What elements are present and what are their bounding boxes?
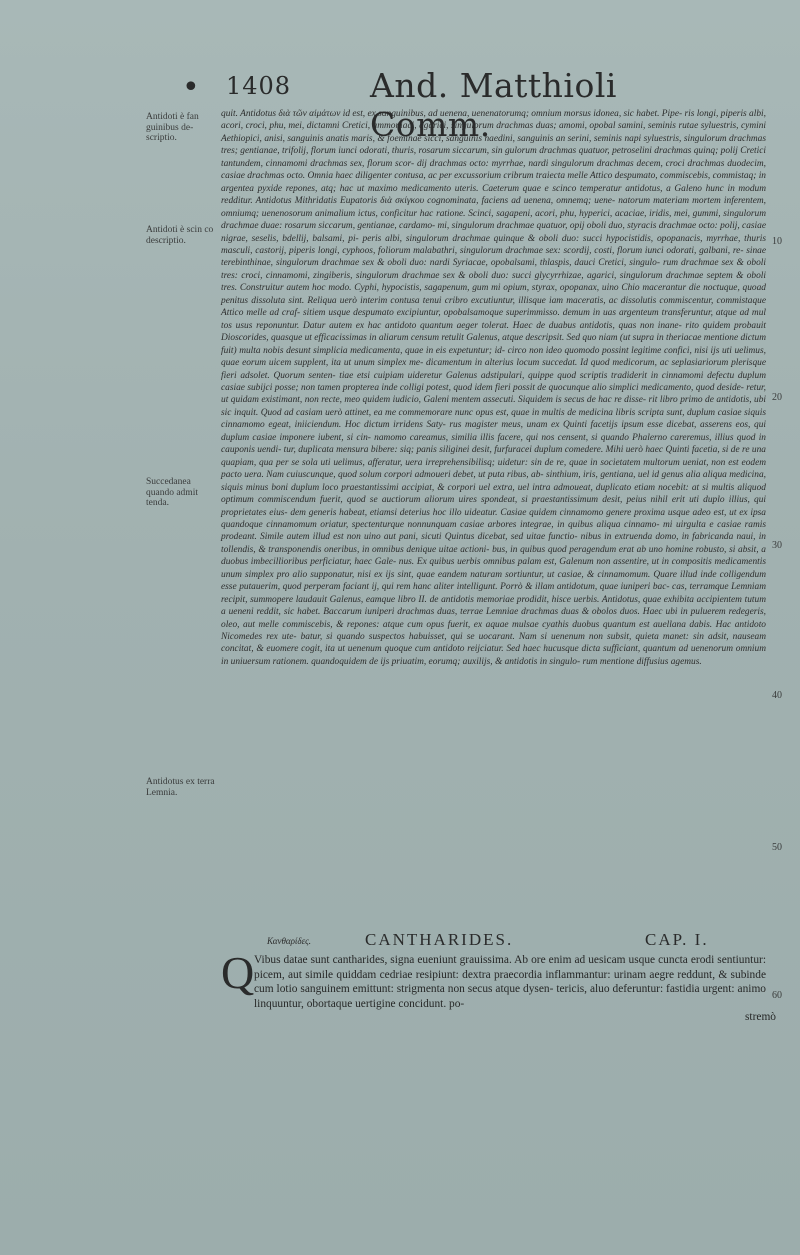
drop-cap: Q [221, 947, 255, 998]
header-bullet: • [182, 70, 200, 105]
running-title: And. Matthioli Comm. [370, 66, 617, 144]
section-heading [255, 930, 735, 950]
catchword: stremò [745, 1011, 777, 1023]
main-text-block: Vibus datae sunt cantharides, signa eueniunt grauissima. Ab ore enim ad uesicam usque cuncta erodi sentiuntur: picem, aut simile quiddam cedriae resipiunt: dextra praecordia inflammantur: urinam aegre reddunt, & subinde cum lotio sanguinem emittunt: strigmenta non secus atque dysen- tericis, aluo deferuntur: fastidia urgent: animo linquuntur, obortaque uertigine concidunt. po- [254, 954, 766, 1010]
line-number: 10 [772, 236, 782, 247]
line-number: 20 [772, 392, 782, 403]
margin-note: Succedanea quando admit tenda. [146, 477, 198, 508]
line-number: 60 [772, 990, 782, 1001]
line-number: 40 [772, 690, 782, 701]
greek-heading: Κανθαρίδες. [267, 936, 312, 946]
commentary-text: quit. Antidotus διὰ τῶν αἱμάτων id est, ex sanguinibus, ad uenena, uenenatorumq; omnium morsus idonea, sic habet. Pipe- ris longi, piperis albi, acori, croci, phu, mei, dictamni Cretici, ammoniaci, agarici, singulorum drachmas duas; amomi, opobal samini, seminis rutae syluestris, cymini Aethiopici, anisi, sanguinis anatis maris, & foeminae sicci, sanguinis haedini, sanguinis an serini, seminis napi syluestris, singulorum drachmas tres; gentianae, trifolij, florum iunci odorati, thuris, rosarum siccarum, sin gulorum drachmas quatuor, petroselini drachmas quinq; polij Cretici tantundem, cinnamomi drachmas sex, florum scor- dij drachmas octo: myrrhae, nardi singulorum drachmas decem, croci drachmas duodecim, casiae drachmas octo. Omnia haec diligenter contusa, ac per excussorium cribrum traiecta melle Attico despumato, commiscebis, commistaq; in argentea pyxide repones, atq; hac ut maximo medicamento uteris. Caeterum quae e scinco temperatur antidotus, a Galeno hunc in modum redditur. Antidotus Mithridatis Eupatoris διὰ σκίγκου cognominata, faciens ad uenena, omnemq; uene- natorum materiam mortem inferentem, omniumq; uenenosorum animalium ictus, conficitur hac ratione. Scinci, sagapeni, acori, phu, hyperici, acaciae, iridis, mei, gummi, singulorum drachmae duae: rosarum siccarum, gentianae, cardamo- mi, singulorum drachmae quatuor, opij oboli duo, styracis drachmae octo: polij, casiae nigrae, seselis, bdellij, balsami, pi- peris albi, singulorum drachmae quinque & oboli duo: succi hypocistidis, opopanacis, myrrhae, thuris masculi, castorij, piperis longi, cyphoos, foliorum malabathri, singulorum drachmae sex: scordij, costi, florum iunci odorati, galbani, re- sinae terebinthinae, singulorum drachmae sex & oboli duo: nardi Syriacae, opobalsami, thlaspis, dauci Cretici, singulo- rum drachmae sex & oboli tres: croci, cinnamomi, zingiberis, singulorum drachmae sex & oboli duo: succi glycyrrhizae, agarici, singulorum drachmae septem & oboli tres. Construitur autem hoc modo. Cyphi, hypocistis, sagapenum, gum mi opium, styrax, opopanax, uino Chio macerantur die noctuque, quoad penitus dissoluta sint. Reliqua uerò interim contusa tenui cribro excutiuntur, illisque iam maceratis, ac dissolutis commiscentur, commistaque Attico melle ad craf- sitiem usque despumato excipiuntur, opobalsamoque superimmisso. demum in uas argenteum transferuntur, atque ad mul tos usus reponuntur. Datur autem ex hac antidoto quantum aeger tolerat. Haec de duabus antidotis, quas non inane- rito quidem probauit Dioscorides, quasque ut efficacissimas in aliarum censum retulit Galenus, atque descripsit. Sed quo niam (ut supra in theriacae mentione dictum fuit) multa nobis desunt simplicia medicamenta, quae in eis expetuntur; id- circo non ideo quomodo possint legitime confici, nisi ijs uti uelimus, quae eorum uicem supplent, ita ut unum simplex me- dicamentum in alterius locum succedat. Id quod medicorum, ac seplasiariorum plerisque fieri adsolet. Quorum senten- tiae etsi cuipiam uideretur Galenus adstipulari, quippe quod scriptis tradiderit in cinnamomi defectu duplum casiae subijci posse; non tamen propterea inde colligi potest, quod idem fieri possit de quocunque alio simplici medicamento, quod deside- retur, ut quidam existimant, non recte, meo quidem iudicio, Galeni mentem assecuti. Siquidem is secus de hac re disse- rit libro primo de antidotis, ubi sic inquit. Quod ad casiam uerò attinet, ea me commemorare nunc opus est, quae in multis de medicina libris scripta sunt, duplum casiae siquis cinnamomo egeat, iniiciendum. Hoc dictum irridens Saty- rus magister meus, unam ex Quinti facetijs ipsum esse dicebat, asserens eos, qui duplum casiae imponere iubent, si cin- namomo careamus, similia illis facere, qui nos censent, si quando Phalerno careremus, illius quod in cauponis uendi- tur, duplicata mensura bibere: siq; panis siliginei desit, furfuracei duplum comedere. Mihi uerò haec Quinti facetia, si de re una quapiam, qua per se sola uti uelimus, afferatur, uera irreprehensibilisq; uidetur: sin de re, quae in societatem multorum ueniat, non est eodem pacto uera. Nam cuiuscunque, quod solum corpori admoueri debet, ut puta ribus, ab- sinthium, iris, gentiana, uel id genus alia aliqua medicina, siquis minus boni duplum loco praestantissimi accipiat, & corpori uel extra, uel intra admoueat, duplicato etiam nocebit: at si multis aliquod optimum commiscendum fuerit, quod se auctiorum aliorum uires spondeat, si praestantissimum desit, peius nihil erit uti duplo illius, qui proprietates eius- dem generis habeat, etiamsi deterius hoc illo uideatur. Casiae quidem cinnamomo genere proxima usque adeo est, ut ex ipsa quandoque cinnamomum oriatur, spectenturque nonnunquam casiae arbores integrae, in quibus aliqua cinnamo- mi uirgulta e casiae ramis prodeant. Simile autem illud est non uino aut pani, sicuti Quintus dicebat, sed uitae functio- nibus in extruenda domo, in fabricanda naui, in tollendis, & transponendis oneribus, in omnibus denique uitae actioni- bus, in quibus quod peragendum erat ab uno homine robusto, si absit, a duobus imbecillioribus perficiatur, haec Gale- nus. Ex quibus uerbis omnibus palam est, Galenum non assentire, ut in compositis medicamentis unum simplex pro alio supponatur, nisi ex ijs sint, quae eandem naturam sortiuntur, ut casiae, & cinnamomum. Quare illud inde colligendum esse putauerim, quod perperam faciant ij, qui rem hanc aliter intelligunt. Porrò & illam antidotum, quae iuniperi bac- cas, terramque Lemniam recipit, summopere laudauit Galenus, eamque libro II. de antidotis memoriae prodidit, hisce uerbis. Antidotus, quae exhibita accipientem tutum a ueneni reddit, sic habet. Baccarum iuniperi drachmas duas, terrae Lemniae drachmas duas & obolos duos. Haec ubi in puluerem redegeris, oleo, aut melle commiscebis, & repones: atque cum opus fuerit, ex aquae mulsae cyathis duobus quantum est auellana dabis. Hac antidoto Nicomedes rex ute- batur, si quando suspectos habuisset, qui se uocarant. Nam si uenenum non subsit, quieta manet: sin adsit, nauseam concitat, & euomere cogit, ita ut uenenum quoque cum antidoto reijciatur. Sed haec hucusque dicta sufficiant, quantum ad uenenorum omnium in uniuersum rationem. quandoquidem de ijs priuatim, eorumq; auxilijs, & antidotis in singulo- rum mentione diffusius agemus. [221, 109, 766, 667]
line-number: 50 [772, 842, 782, 853]
margin-note: Antidoti è fan guinibus de-scriptio. [146, 112, 199, 143]
chapter-title: CANTHARIDES. [365, 930, 514, 949]
margin-note: Antidoti è scin co descriptio. [146, 225, 214, 246]
line-number: 30 [772, 540, 782, 551]
commentary-block [221, 108, 766, 668]
page-number: 1408 [226, 72, 292, 100]
chapter-number: CAP. I. [645, 930, 709, 949]
margin-note: Antidotus ex terra Lemnia. [146, 777, 215, 798]
